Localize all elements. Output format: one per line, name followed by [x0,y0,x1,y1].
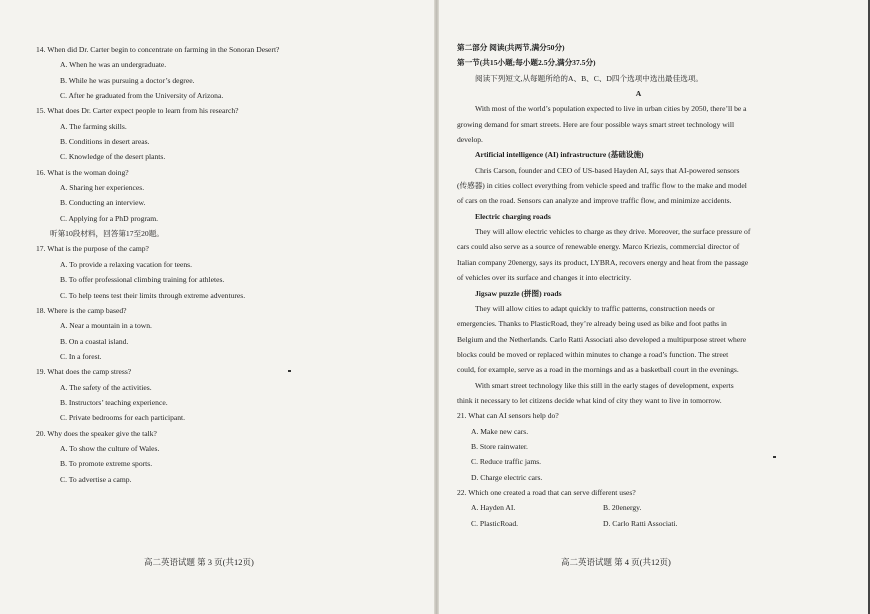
answer-option: C. PlasticRoad. [471,518,519,528]
passage-line: Italian company 20energy, says its product, LYBRA, recovers energy and heat from the passage [457,257,749,267]
option-row [457,516,820,531]
answer-option: B. 20energy. [603,503,642,513]
right-page [441,0,870,614]
paragraph-start: With smart street technology like this still in the early stages of development, experts [475,380,734,390]
passage-line: emergencies. Thanks to PlasticRoad, they’re already being used as bike and foot paths in [457,319,727,329]
answer-option: A. To provide a relaxing vacation for teens. [60,259,192,269]
left-page-footer: 高二英语试题 第 3 页(共12页) [144,557,254,567]
answer-option: D. Charge electric cars. [471,472,543,482]
paragraph-start: With most of the world’s population expected to live in urban cities by 2050, there’ll be a [475,104,747,114]
section-title: 第二部分 阅读(共两节,满分50分) [457,43,565,52]
left-page [0,0,432,614]
answer-option: C. In a forest. [60,351,102,361]
answer-option: B. Instructors’ teaching experience. [60,397,168,407]
instruction-text: 阅读下列短文,从每题所给的A、B、C、D四个选项中选出最佳选项。 [475,73,704,83]
answer-option: A. When he was an undergraduate. [60,60,167,70]
passage-line: growing demand for smart streets. Here are four possible ways smart street technology will [457,119,735,129]
answer-option: A. Hayden AI. [471,503,516,513]
answer-option: D. Carlo Ratti Associati. [603,518,678,528]
question-text: 20. Why does the speaker give the talk? [36,428,157,438]
question-text: 17. What is the purpose of the camp? [36,244,149,254]
answer-option: B. On a coastal island. [60,336,129,346]
passage-line: could, for example, serve as a road in the mornings and as a basketball court in the evenings. [457,365,739,375]
answer-option: A. The farming skills. [60,121,127,131]
answer-option: C. Knowledge of the desert plants. [60,152,166,162]
answer-option: A. Near a mountain in a town. [60,321,152,331]
answer-option: B. Conducting an interview. [60,198,146,208]
answer-option: B. To offer professional climbing training for athletes. [60,275,225,285]
right-page-footer: 高二英语试题 第 4 页(共12页) [561,557,671,567]
question-text: 22. Which one created a road that can serve different uses? [457,487,636,497]
passage-letter: A [635,89,642,99]
passage-line: (传感器) in cities collect everything from vehicle speed and traffic flow to the make and model [457,181,747,191]
answer-option: B. Conditions in desert areas. [60,137,150,147]
answer-option: B. To promote extreme sports. [60,459,153,469]
passage-body [457,101,820,500]
answer-option: C. To advertise a camp. [60,474,132,484]
answer-option: C. To help teens test their limits through extreme adventures. [60,290,246,300]
instruction-note: 听第10段材料，回答第17至20题。 [50,229,164,239]
paragraph-start: Chris Carson, founder and CEO of US-based Hayden AI, says that AI-powered sensors [475,165,740,175]
passage-line: blocks could be moved or replaced within minutes to change a road’s function. The street [457,349,729,359]
question-text: 15. What does Dr. Carter expect people to learn from his research? [36,106,239,116]
passage-line: Belgium and the Netherlands. Carlo Ratti Associati also developed a multipurpose street where [457,334,747,344]
q22-options [457,500,820,531]
passage-line: of cars on the road. Sensors can analyze and improve traffic flow, and minimize accidents. [457,196,732,206]
option-row [457,500,820,515]
answer-option: C. Private bedrooms for each participant. [60,413,186,423]
answer-option: B. While he was pursuing a doctor’s degree. [60,75,195,85]
passage-line: develop. [457,135,483,145]
section-heading: Electric charging roads [475,211,551,221]
question-text: 19. What does the camp stress? [36,367,132,377]
answer-option: A. The safety of the activities. [60,382,152,392]
scan-speck [773,456,776,458]
question-text: 18. Where is the camp based? [36,305,127,315]
answer-option: C. Applying for a PhD program. [60,213,159,223]
question-text: 16. What is the woman doing? [36,167,129,177]
passage-line: cars could also serve as a source of renewable energy. Marco Kriezis, commercial director of [457,242,740,252]
subsection-title: 第一节(共15小题;每小题2.5分,满分37.5分) [457,58,596,68]
paragraph-start: They will allow electric vehicles to charge as they drive. Moreover, the surface pressure of [475,227,751,237]
section-heading: Artificial intelligence (AI) infrastructure (基础设施) [475,150,644,160]
question-text: 21. What can AI sensors help do? [457,411,559,421]
passage-line: of vehicles over its surface and changes it into electricity. [457,273,632,283]
question-text: 14. When did Dr. Carter begin to concentrate on farming in the Sonoran Desert? [36,45,280,54]
answer-option: C. Reduce traffic jams. [471,457,542,467]
answer-option: A. Make new cars. [471,426,529,436]
passage-line: think it necessary to let citizens decide what kind of city they want to live in tomorrow. [457,395,722,405]
answer-option: A. Sharing her experiences. [60,183,145,193]
scan-speck [288,370,291,372]
page-gutter [434,0,439,614]
answer-option: A. To show the culture of Wales. [60,443,160,453]
answer-option: B. Store rainwater. [471,441,528,451]
section-heading: Jigsaw puzzle (拼图) roads [475,288,562,298]
answer-option: C. After he graduated from the University of Arizona. [60,91,224,101]
paragraph-start: They will allow cities to adapt quickly to traffic patterns, construction needs or [475,303,715,313]
